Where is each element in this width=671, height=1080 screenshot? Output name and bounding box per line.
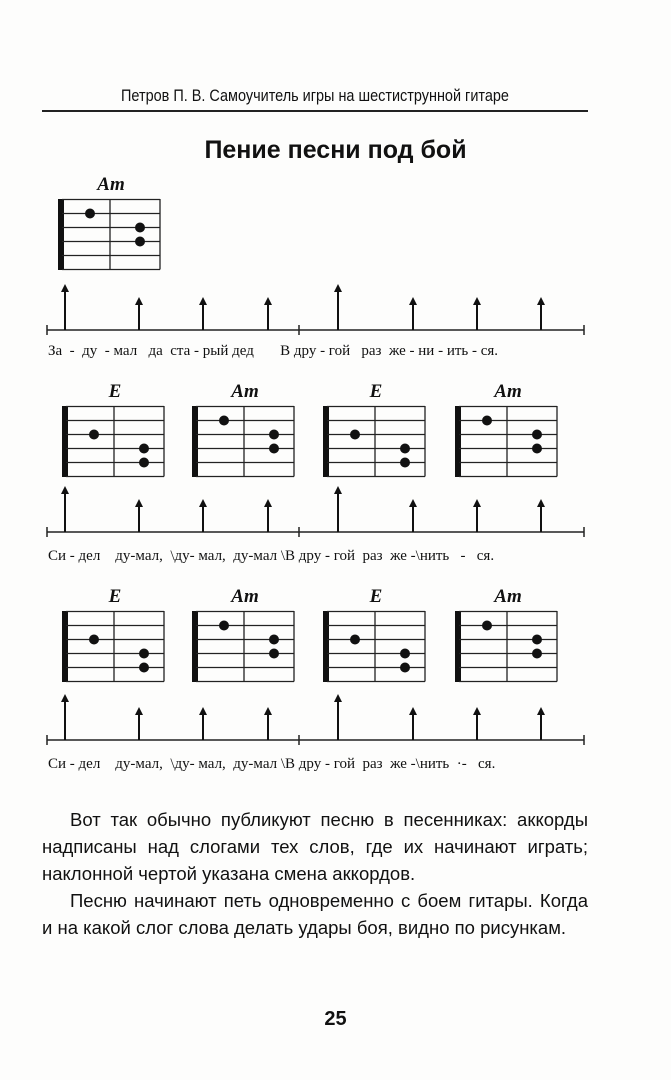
chord-name: Am bbox=[231, 381, 259, 402]
finger-dot bbox=[139, 444, 149, 454]
arrow-head-icon bbox=[409, 297, 417, 305]
arrow-head-icon bbox=[199, 297, 207, 305]
finger-dot bbox=[532, 649, 542, 659]
arrow-head-icon bbox=[334, 694, 342, 702]
header-rule bbox=[42, 110, 588, 112]
arrow-head-icon bbox=[334, 284, 342, 292]
chord-name: E bbox=[369, 586, 383, 607]
arrow-head-icon bbox=[473, 499, 481, 507]
finger-dot bbox=[89, 430, 99, 440]
arrow-head-icon bbox=[199, 499, 207, 507]
chord-name: E bbox=[369, 381, 383, 402]
finger-dot bbox=[139, 458, 149, 468]
running-header: Петров П. В. Самоучитель игры на шестиструнной гитаре bbox=[121, 86, 509, 105]
chord-name: Am bbox=[231, 586, 259, 607]
arrow-head-icon bbox=[61, 694, 69, 702]
chord-name: Am bbox=[97, 174, 125, 195]
nut bbox=[192, 406, 198, 477]
finger-dot bbox=[532, 430, 542, 440]
finger-dot bbox=[400, 444, 410, 454]
finger-dot bbox=[139, 649, 149, 659]
arrow-head-icon bbox=[537, 499, 545, 507]
finger-dot bbox=[89, 635, 99, 645]
chord-name: E bbox=[108, 586, 122, 607]
finger-dot bbox=[350, 430, 360, 440]
finger-dot bbox=[400, 649, 410, 659]
arrow-head-icon bbox=[409, 707, 417, 715]
chord-name: Am bbox=[494, 381, 522, 402]
finger-dot bbox=[139, 663, 149, 673]
chord-name: E bbox=[108, 381, 122, 402]
finger-dot bbox=[482, 621, 492, 631]
nut bbox=[62, 611, 68, 682]
arrow-head-icon bbox=[537, 297, 545, 305]
finger-dot bbox=[269, 444, 279, 454]
arrow-head-icon bbox=[264, 297, 272, 305]
arrow-head-icon bbox=[473, 297, 481, 305]
finger-dot bbox=[532, 444, 542, 454]
arrow-head-icon bbox=[334, 486, 342, 494]
nut bbox=[455, 406, 461, 477]
paragraph: Вот так обычно публикуют песню в песенниках: аккорды надписаны над слогами тех слов, где их начинают играть; наклонной чертой указана смена аккордов. bbox=[42, 809, 588, 884]
nut bbox=[323, 611, 329, 682]
finger-dot bbox=[85, 209, 95, 219]
paragraph: Песню начинают петь одновременно с боем гитары. Когда и на какой слог слова делать удары боя, видно по рисункам. bbox=[42, 890, 588, 938]
page-number: 25 bbox=[324, 1008, 347, 1030]
nut bbox=[62, 406, 68, 477]
arrow-head-icon bbox=[135, 297, 143, 305]
finger-dot bbox=[350, 635, 360, 645]
finger-dot bbox=[219, 621, 229, 631]
finger-dot bbox=[482, 416, 492, 426]
lyrics-line: Си - дел ду-мал, \ду- мал, ду-мал \В дру - гой раз же -\нить ·- ся. bbox=[48, 756, 496, 772]
arrow-head-icon bbox=[537, 707, 545, 715]
nut bbox=[192, 611, 198, 682]
lyrics-line: За - ду - мал да ста - рый дед В дру - гой раз же - ни - ить - ся. bbox=[48, 343, 499, 359]
finger-dot bbox=[135, 237, 145, 247]
arrow-head-icon bbox=[264, 499, 272, 507]
strum-timeline bbox=[0, 270, 671, 340]
finger-dot bbox=[269, 430, 279, 440]
chord-name: Am bbox=[494, 586, 522, 607]
strum-timeline bbox=[0, 680, 671, 750]
arrow-head-icon bbox=[135, 707, 143, 715]
finger-dot bbox=[269, 649, 279, 659]
arrow-head-icon bbox=[61, 486, 69, 494]
arrow-head-icon bbox=[473, 707, 481, 715]
arrow-head-icon bbox=[264, 707, 272, 715]
lyrics-line: Си - дел ду-мал, \ду- мал, ду-мал \В дру - гой раз же -\нить - ся. bbox=[48, 548, 495, 564]
nut bbox=[323, 406, 329, 477]
finger-dot bbox=[400, 663, 410, 673]
arrow-head-icon bbox=[409, 499, 417, 507]
nut bbox=[455, 611, 461, 682]
strum-timeline bbox=[0, 472, 671, 542]
finger-dot bbox=[269, 635, 279, 645]
nut bbox=[58, 199, 64, 270]
finger-dot bbox=[135, 223, 145, 233]
finger-dot bbox=[400, 458, 410, 468]
finger-dot bbox=[532, 635, 542, 645]
arrow-head-icon bbox=[199, 707, 207, 715]
page-title: Пение песни под бой bbox=[204, 136, 467, 164]
arrow-head-icon bbox=[135, 499, 143, 507]
arrow-head-icon bbox=[61, 284, 69, 292]
finger-dot bbox=[219, 416, 229, 426]
